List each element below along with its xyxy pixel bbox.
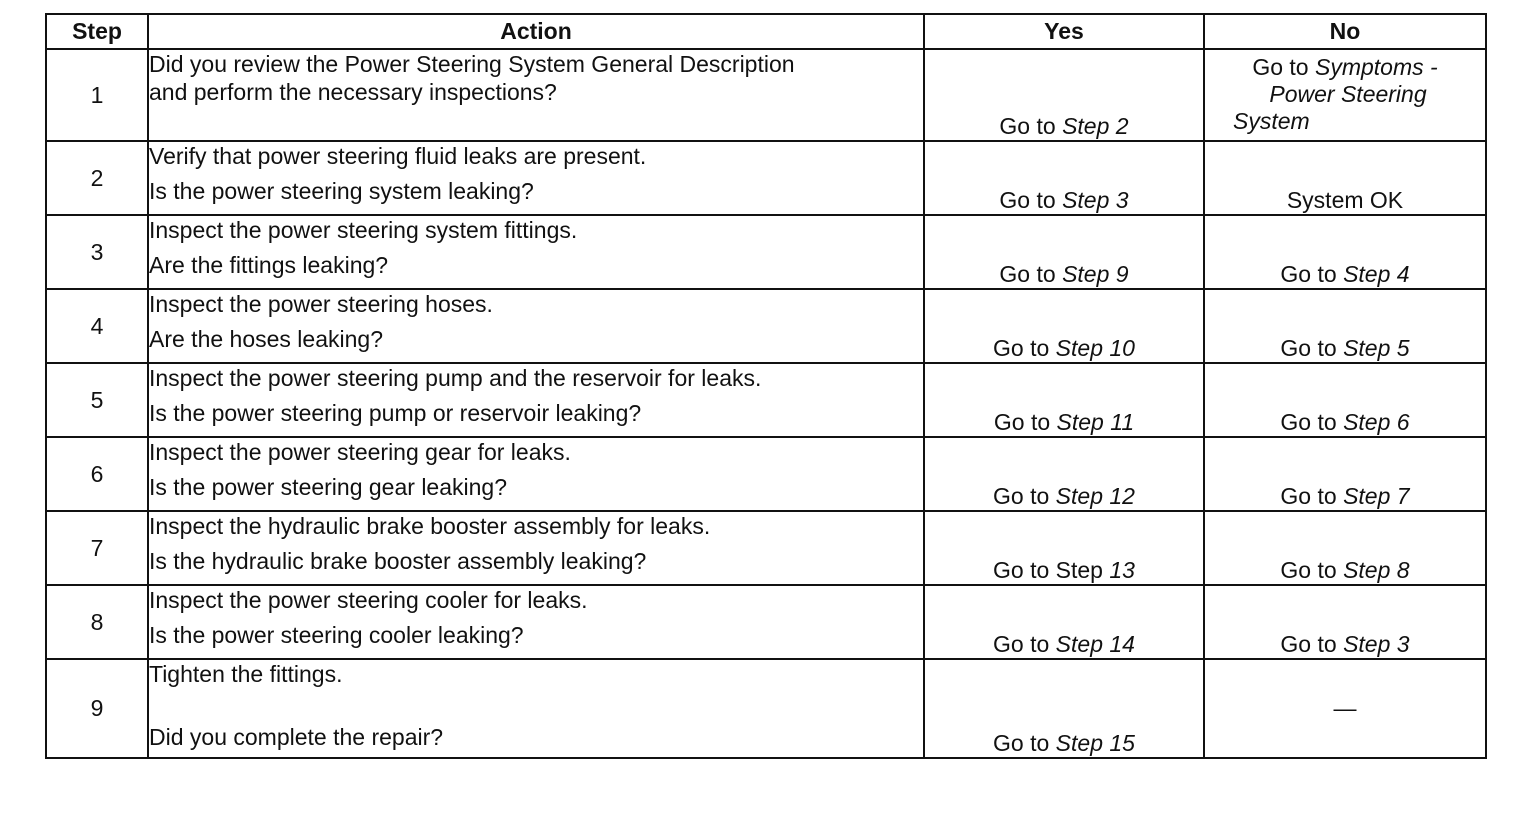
action-line: Inspect the power steering pump and the reservoir for leaks. (149, 365, 762, 391)
no-cell (1204, 437, 1486, 511)
no-ref: Step 7 (1343, 483, 1410, 509)
table-row (46, 49, 1486, 141)
no-ref: Step 3 (1343, 631, 1410, 657)
no-prefix: Go to (1280, 409, 1337, 435)
table-row (46, 215, 1486, 289)
no-text: System OK (1286, 187, 1404, 213)
yes-prefix: Go to Step (993, 557, 1103, 583)
yes-cell (924, 49, 1204, 141)
action-cell (148, 659, 924, 758)
yes-cell (924, 437, 1204, 511)
action-cell (148, 511, 924, 585)
no-cell (1204, 49, 1486, 141)
no-cell (1204, 215, 1486, 289)
header-yes: Yes (924, 14, 1204, 49)
yes-prefix: Go to (999, 261, 1056, 287)
yes-cell (924, 363, 1204, 437)
action-line: Inspect the power steering gear for leaks. (149, 439, 571, 465)
no-prefix: Go to (1280, 335, 1337, 361)
yes-cell (924, 215, 1204, 289)
action-line: Inspect the power steering cooler for leaks. (149, 587, 588, 613)
no-ref: System (1233, 108, 1310, 134)
no-prefix: Go to (1252, 54, 1309, 80)
action-line: Did you complete the repair? (149, 724, 444, 750)
action-line: Inspect the hydraulic brake booster assembly for leaks. (149, 513, 711, 539)
action-cell (148, 49, 924, 141)
table-row (46, 659, 1486, 758)
yes-step-ref: Step 12 (1055, 483, 1135, 509)
header-no: No (1204, 14, 1486, 49)
no-cell (1204, 585, 1486, 659)
action-cell (148, 363, 924, 437)
action-line: Is the hydraulic brake booster assembly leaking? (149, 548, 647, 574)
yes-step-ref: Step 9 (1062, 261, 1129, 287)
yes-prefix: Go to (999, 113, 1056, 139)
yes-step-ref: Step 2 (1062, 113, 1129, 139)
yes-prefix: Go to (993, 335, 1050, 361)
action-line: Is the power steering cooler leaking? (149, 622, 524, 648)
yes-prefix: Go to (999, 187, 1056, 213)
no-dash: — (1333, 695, 1357, 721)
yes-cell (924, 585, 1204, 659)
step-number: 8 (46, 585, 148, 659)
action-line: Is the power steering system leaking? (149, 178, 534, 204)
diagnostic-table (45, 13, 1487, 759)
action-line: Are the hoses leaking? (149, 326, 383, 352)
no-ref: Power Steering (1269, 81, 1427, 107)
step-number: 5 (46, 363, 148, 437)
no-prefix: Go to (1280, 631, 1337, 657)
no-prefix: Go to (1280, 557, 1337, 583)
step-number: 4 (46, 289, 148, 363)
action-line: Are the fittings leaking? (149, 252, 389, 278)
action-line: and perform the necessary inspections? (149, 79, 557, 105)
yes-cell (924, 141, 1204, 215)
table-row (46, 585, 1486, 659)
header-action: Action (148, 14, 924, 49)
no-ref: Step 5 (1343, 335, 1410, 361)
no-prefix: Go to (1280, 483, 1337, 509)
no-cell (1204, 141, 1486, 215)
yes-step-ref: Step 10 (1055, 335, 1135, 361)
yes-step-ref: Step 3 (1062, 187, 1129, 213)
yes-prefix: Go to (993, 631, 1050, 657)
no-prefix: Go to (1280, 261, 1337, 287)
yes-cell (924, 289, 1204, 363)
no-ref: Step 8 (1343, 557, 1410, 583)
yes-prefix: Go to (993, 483, 1050, 509)
action-line: Verify that power steering fluid leaks are present. (149, 143, 647, 169)
step-number: 7 (46, 511, 148, 585)
table-row (46, 511, 1486, 585)
step-number: 3 (46, 215, 148, 289)
step-number: 6 (46, 437, 148, 511)
yes-cell (924, 659, 1204, 758)
action-cell (148, 141, 924, 215)
no-cell (1204, 659, 1486, 758)
action-line: Inspect the power steering hoses. (149, 291, 493, 317)
table-row (46, 437, 1486, 511)
header-step: Step (46, 14, 148, 49)
no-ref: Symptoms - (1314, 54, 1438, 80)
action-line: Is the power steering gear leaking? (149, 474, 507, 500)
action-cell (148, 437, 924, 511)
action-line: Tighten the fittings. (149, 661, 343, 687)
yes-prefix: Go to (993, 730, 1050, 756)
table-row (46, 363, 1486, 437)
no-cell (1204, 363, 1486, 437)
action-line: Is the power steering pump or reservoir leaking? (149, 400, 642, 426)
action-line: Inspect the power steering system fittings. (149, 217, 578, 243)
no-ref: Step 6 (1343, 409, 1410, 435)
action-line: Did you review the Power Steering System General Description (149, 51, 795, 77)
yes-step-ref: Step 14 (1055, 631, 1135, 657)
table-row (46, 289, 1486, 363)
yes-step-ref: Step 15 (1055, 730, 1135, 756)
step-number: 9 (46, 659, 148, 758)
action-cell (148, 585, 924, 659)
action-cell (148, 289, 924, 363)
no-cell (1204, 511, 1486, 585)
no-ref: Step 4 (1343, 261, 1410, 287)
yes-step-ref: 13 (1109, 557, 1135, 583)
header-row (46, 14, 1486, 49)
step-number: 2 (46, 141, 148, 215)
step-number: 1 (46, 49, 148, 141)
table-row (46, 141, 1486, 215)
action-cell (148, 215, 924, 289)
yes-cell (924, 511, 1204, 585)
yes-step-ref: Step 11 (1056, 409, 1135, 435)
yes-prefix: Go to (993, 409, 1051, 435)
no-cell (1204, 289, 1486, 363)
